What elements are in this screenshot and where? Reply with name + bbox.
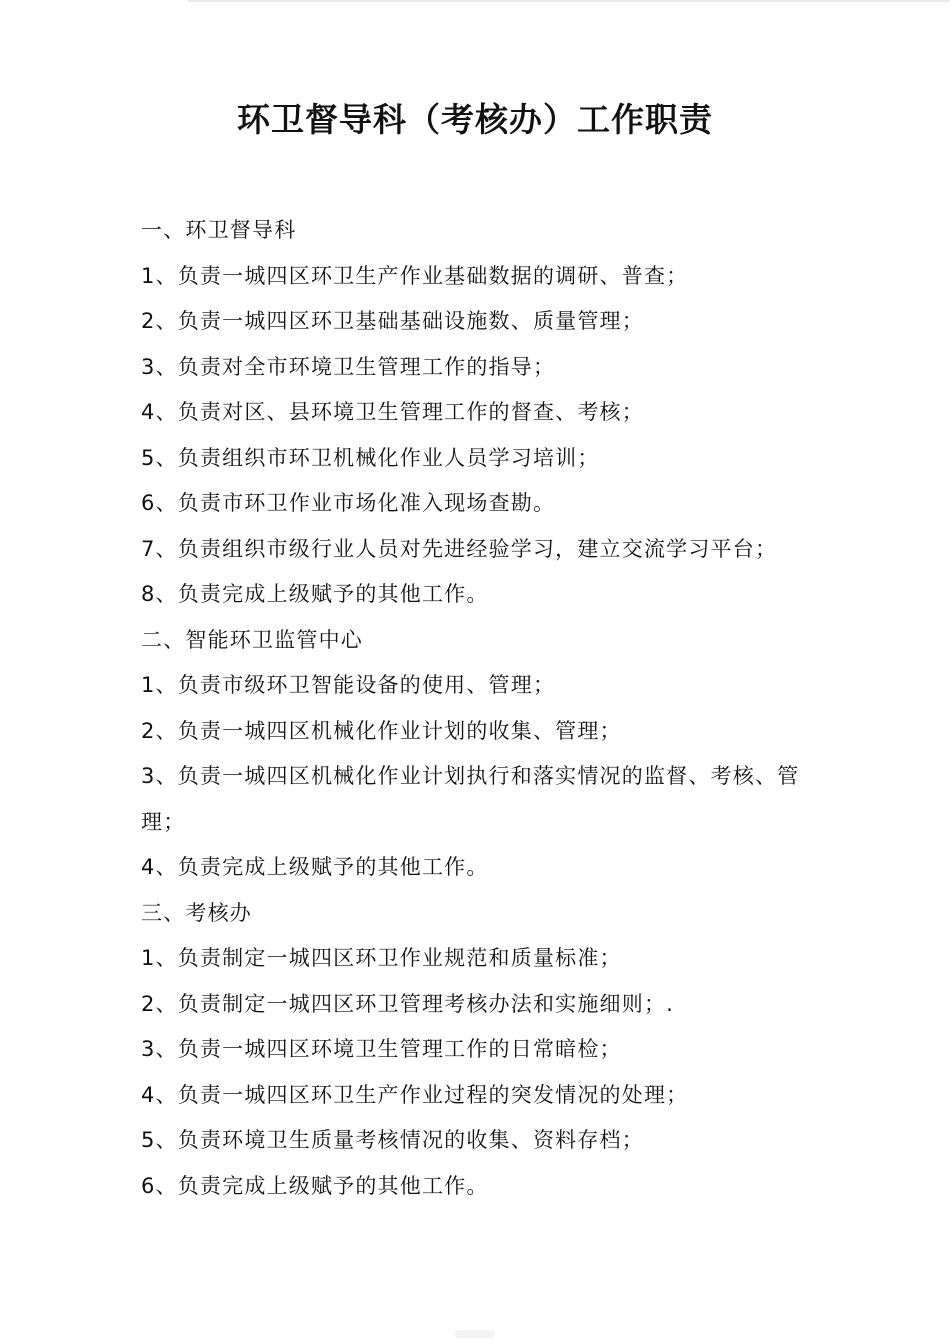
list-item: 4、负责对区、县环境卫生管理工作的督查、考核； [141, 400, 644, 424]
list-item: 5、负责组织市环卫机械化作业人员学习培训； [141, 445, 600, 470]
list-item: 2、负责制定一城四区环卫管理考核办法和实施细则；. [141, 991, 675, 1016]
list-item: 1、负责市级环卫智能设备的使用、管理； [141, 673, 556, 697]
document-body [141, 208, 841, 1209]
list-item: 2、负责一城四区环卫基础基础设施数、质量管理； [141, 309, 644, 333]
list-item: 8、负责完成上级赋予的其他工作。 [141, 582, 489, 606]
section-heading: 二、智能环卫监管中心 [141, 627, 363, 652]
section-heading: 一、环卫督导科 [141, 218, 297, 242]
list-item: 4、负责完成上级赋予的其他工作。 [141, 855, 489, 879]
page-footer-mark [455, 1330, 495, 1338]
list-item: 7、负责组织市级行业人员对先进经验学习，建立交流学习平台； [141, 536, 778, 561]
list-item: 1、负责制定一城四区环卫作业规范和质量标准； [141, 946, 622, 970]
list-item: 2、负责一城四区机械化作业计划的收集、管理； [141, 718, 622, 743]
list-item: 3、负责对全市环境卫生管理工作的指导； [141, 354, 556, 379]
list-item: 1、负责一城四区环卫生产作业基础数据的调研、普查； [141, 263, 689, 288]
section-heading: 三、考核办 [141, 900, 252, 925]
list-item: 3、负责一城四区环境卫生管理工作的日常暗检； [141, 1037, 622, 1061]
document-title: 环卫督导科（考核办）工作职责 [237, 100, 713, 139]
list-item: 6、负责市环卫作业市场化准入现场查勘。 [141, 491, 556, 515]
list-item: 3、负责一城四区机械化作业计划执行和落实情况的监督、考核、管理； [141, 764, 800, 834]
list-item: 4、负责一城四区环卫生产作业过程的突发情况的处理； [141, 1082, 689, 1107]
top-rule [188, 0, 950, 2]
list-item: 6、负责完成上级赋予的其他工作。 [141, 1173, 489, 1198]
list-item: 5、负责环境卫生质量考核情况的收集、资料存档； [141, 1128, 644, 1152]
